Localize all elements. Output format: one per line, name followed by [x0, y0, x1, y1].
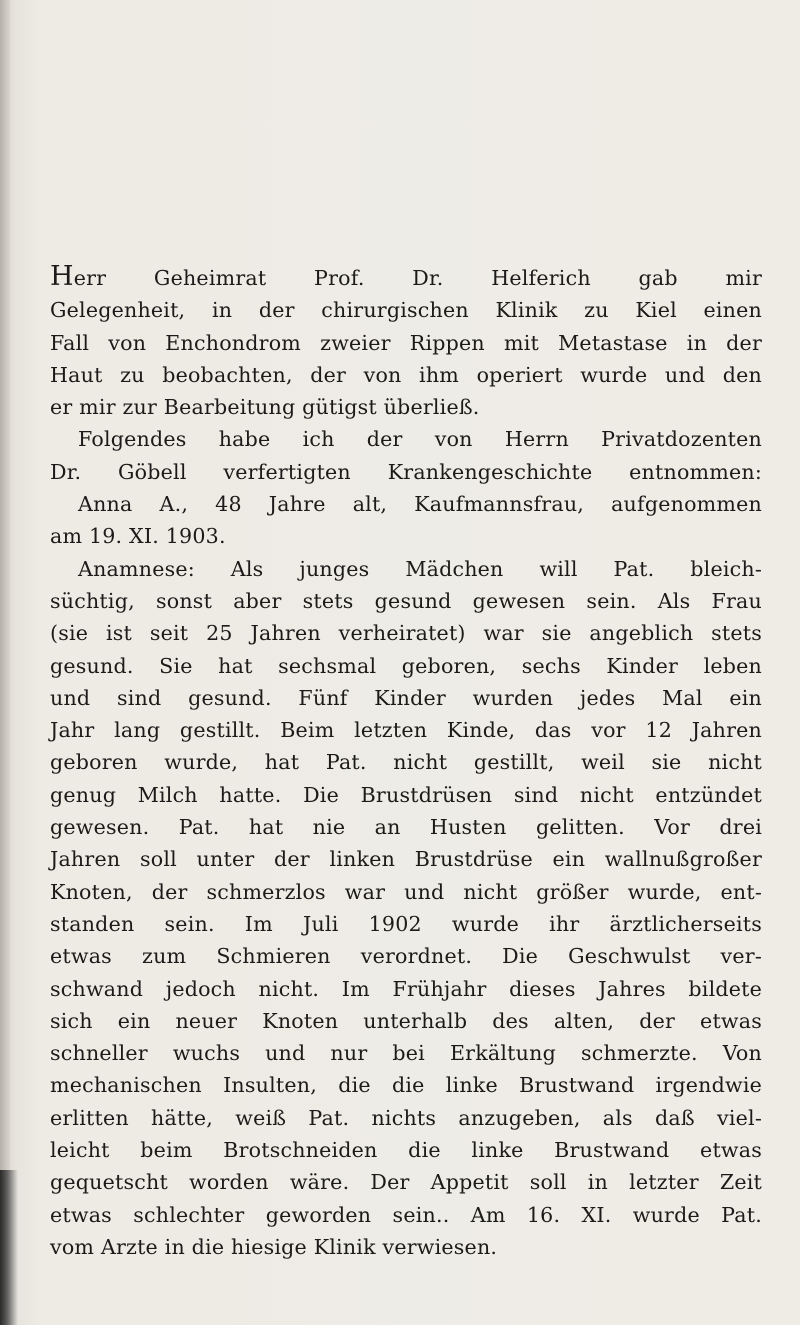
text-line: schneller wuchs und nur bei Erkältung schmerzte. Von: [50, 1041, 762, 1066]
text-line: Fall von Enchondrom zweier Rippen mit Metastase in der: [50, 330, 762, 355]
text-line: erlitten hätte, weiß Pat. nichts anzugeben, als daß viel-: [50, 1105, 762, 1130]
text-line: Anna A., 48 Jahre alt, Kaufmannsfrau, aufgenommen: [78, 492, 762, 517]
text-line: gewesen. Pat. hat nie an Husten gelitten. Vor drei: [50, 815, 762, 840]
text-line: etwas zum Schmieren verordnet. Die Geschwulst ver-: [50, 944, 762, 969]
text-line: Jahren soll unter der linken Brustdrüse ein wallnußgroßer: [50, 847, 762, 872]
text-line: (sie ist seit 25 Jahren verheiratet) war sie angeblich stets: [50, 621, 762, 646]
body-text: [50, 262, 762, 1263]
text-line: Herr Geheimrat Prof. Dr. Helferich gab mir: [50, 261, 762, 292]
text-line: etwas schlechter geworden sein.. Am 16. XI. wurde Pat.: [50, 1202, 762, 1227]
text-line: gequetscht worden wäre. Der Appetit soll in letzter Zeit: [50, 1170, 762, 1195]
page-edge-shadow: [0, 0, 10, 1325]
text-line: und sind gesund. Fünf Kinder wurden jedes Mal ein: [50, 685, 762, 710]
text-line: am 19. XI. 1903.: [50, 524, 226, 549]
text-line: er mir zur Bearbeitung gütigst überließ.: [50, 395, 480, 420]
text-line: Gelegenheit, in der chirurgischen Klinik zu Kiel einen: [50, 298, 762, 323]
text-line: schwand jedoch nicht. Im Frühjahr dieses Jahres bildete: [50, 976, 762, 1001]
text-line: leicht beim Brotschneiden die linke Brustwand etwas: [50, 1138, 762, 1163]
text-line: Jahr lang gestillt. Beim letzten Kinde, das vor 12 Jahren: [50, 718, 762, 743]
text-line: standen sein. Im Juli 1902 wurde ihr ärztlicherseits: [50, 911, 762, 936]
text-line: genug Milch hatte. Die Brustdrüsen sind nicht entzündet: [50, 782, 762, 807]
text-line: süchtig, sonst aber stets gesund gewesen sein. Als Frau: [50, 588, 762, 613]
text-line: Knoten, der schmerzlos war und nicht größer wurde, ent-: [50, 879, 762, 904]
text-line: vom Arzte in die hiesige Klinik verwiesen.: [50, 1234, 498, 1259]
text-line: Haut zu beobachten, der von ihm operiert wurde und den: [50, 362, 762, 387]
text-line: gesund. Sie hat sechsmal geboren, sechs Kinder leben: [50, 653, 762, 678]
initial-capital: H: [50, 261, 74, 292]
binding-gutter-shadow: [0, 1170, 18, 1325]
text-line: Anamnese: Als junges Mädchen will Pat. bleich-: [78, 556, 762, 581]
text-line: Folgendes habe ich der von Herrn Privatdozenten: [78, 427, 762, 452]
text-line: Dr. Göbell verfertigten Krankengeschichte entnommen:: [50, 459, 762, 484]
text-line: mechanischen Insulten, die die linke Brustwand irgendwie: [50, 1073, 762, 1098]
text-line: geboren wurde, hat Pat. nicht gestillt, weil sie nicht: [50, 750, 762, 775]
text-line: sich ein neuer Knoten unterhalb des alten, der etwas: [50, 1008, 762, 1033]
